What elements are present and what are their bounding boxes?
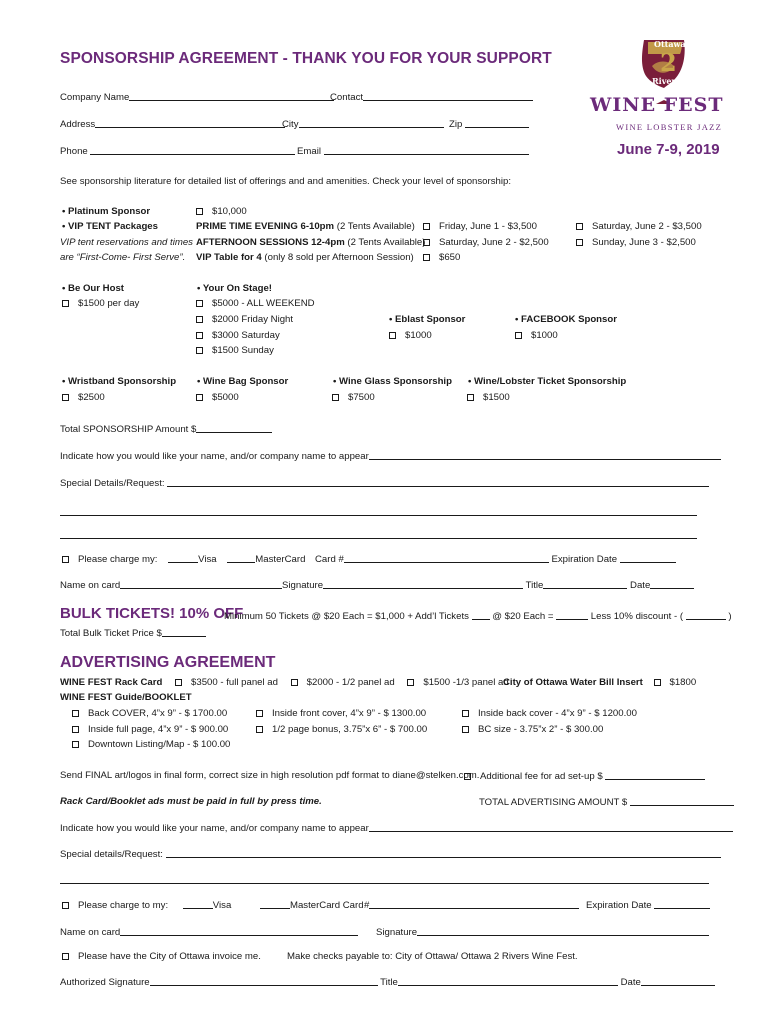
adv-special-field[interactable]	[166, 848, 721, 858]
guide-4-checkbox[interactable]	[256, 710, 263, 717]
addl-tickets-field[interactable]	[472, 610, 490, 620]
checkbox-sat-june2-b[interactable]	[576, 223, 583, 230]
vip-note-2: are “First-Come- First Serve”.	[60, 252, 186, 263]
checkbox-wineglass[interactable]	[332, 394, 339, 401]
bulk-total-row	[60, 627, 206, 640]
option-wristband: $2500	[62, 392, 105, 404]
title-field[interactable]	[543, 579, 627, 589]
checkbox-facebook[interactable]	[515, 332, 522, 339]
bulk-total-field[interactable]	[162, 627, 206, 637]
card-number-field[interactable]	[344, 553, 549, 563]
checkbox-650[interactable]	[423, 254, 430, 261]
mastercard-field[interactable]	[227, 553, 255, 563]
option-host: $1500 per day	[62, 298, 139, 310]
special-details-label: Special Details/Request:	[60, 478, 168, 489]
zip-label: Zip	[449, 119, 463, 130]
water-bill-row: City of Ottawa Water Bill Insert $1800	[503, 677, 697, 688]
option-stage-2: $2000 Friday Night	[196, 314, 293, 326]
send-art-text: Send FINAL art/logos in final form, correct size in high resolution pdf format to diane@stelken.com.	[60, 770, 480, 781]
company-name-row	[60, 91, 334, 104]
vip-tent-label: • VIP TENT Packages	[62, 221, 158, 232]
vip-table-line: VIP Table for 4 (only 8 sold per Afternoon Session)	[196, 252, 414, 263]
checks-payable-text: Make checks payable to: City of Ottawa/ Ottawa 2 Rivers Wine Fest.	[287, 951, 578, 962]
adv-name-card-row	[60, 926, 358, 939]
phone-field[interactable]	[90, 145, 295, 155]
rack-card-row: WINE FEST Rack Card $3500 - full panel ad $2000 - 1/2 panel ad $1500 -1/3 panel ad	[60, 677, 509, 688]
name-on-card-row	[60, 579, 282, 592]
setup-fee-row: Additional fee for ad set-up $	[464, 770, 705, 783]
invoice-checkbox[interactable]	[62, 953, 69, 960]
discount-field[interactable]	[686, 610, 726, 620]
adv-special-line-2[interactable]	[60, 883, 709, 884]
mastercard-label: MasterCard	[255, 554, 306, 565]
option-sun-june3: Sunday, June 3 - $2,500	[576, 237, 696, 249]
contact-label: Contact	[330, 92, 364, 103]
guide-option-2: Inside full page, 4”x 9” - $ 900.00	[72, 724, 228, 736]
total-sponsorship-label: Total SPONSORSHIP Amount $	[60, 424, 197, 435]
guide-option-7: BC size - 3.75”x 2” - $ 300.00	[462, 724, 603, 736]
address-row	[60, 118, 285, 131]
name-appear-label: Indicate how you would like your name, and/or company name to appear	[60, 451, 369, 462]
adv-charge-label: Please charge to my:	[78, 900, 169, 911]
stage-label: • Your On Stage!	[197, 283, 272, 294]
adv-signature-field[interactable]	[417, 926, 709, 936]
card-number-label: Card #	[315, 554, 344, 565]
rack-card-label: WINE FEST Rack Card	[60, 677, 163, 688]
adv-signature-row	[376, 926, 709, 939]
email-label: Email	[297, 146, 321, 157]
wristband-label: • Wristband Sponsorship	[62, 376, 177, 387]
checkbox-winebag[interactable]	[196, 394, 203, 401]
guide-6-checkbox[interactable]	[462, 710, 469, 717]
name-appear-row	[60, 450, 721, 463]
adv-exp-field[interactable]	[654, 899, 710, 909]
checkbox-eblast[interactable]	[389, 332, 396, 339]
page-title: SPONSORSHIP AGREEMENT - THANK YOU FOR YOUR SUPPORT	[60, 50, 552, 67]
adv-signature-label: Signature	[376, 927, 418, 938]
address-label: Address	[60, 119, 96, 130]
bulk-tickets-heading: BULK TICKETS! 10% OFF	[60, 605, 244, 622]
company-name-label: Company Name	[60, 92, 130, 103]
option-sat-june2-a: Saturday, June 2 - $2,500	[423, 237, 549, 249]
guide-7-checkbox[interactable]	[462, 726, 469, 733]
winebag-label: • Wine Bag Sponsor	[197, 376, 289, 387]
expiration-label: Expiration Date	[551, 554, 618, 565]
checkbox-sat-june2-a[interactable]	[423, 239, 430, 246]
adv-visa-field[interactable]	[183, 899, 213, 909]
expiration-field[interactable]	[620, 553, 676, 563]
option-stage-1: $5000 - ALL WEEKEND	[196, 298, 315, 310]
city-row	[282, 118, 444, 131]
checkbox-stage-4[interactable]	[196, 347, 203, 354]
rack-3-checkbox[interactable]	[407, 679, 414, 686]
adv-special-label: Special details/Request:	[60, 849, 166, 860]
contact-row	[330, 91, 533, 104]
adv-card-row	[364, 899, 710, 912]
option-eblast: $1000	[389, 330, 432, 342]
guide-option-3: Downtown Listing/Map - $ 100.00	[72, 739, 230, 751]
rack-1-checkbox[interactable]	[175, 679, 182, 686]
checkbox-host[interactable]	[62, 300, 69, 307]
wine-fest-logo	[590, 36, 736, 136]
total-sponsorship-field[interactable]	[196, 423, 272, 433]
phone-label: Phone	[60, 146, 88, 157]
rack-paid-note: Rack Card/Booklet ads must be paid in full by press time.	[60, 796, 322, 807]
logo-wine-fest: WINE FEST	[590, 94, 724, 116]
checkbox-stage-1[interactable]	[196, 300, 203, 307]
city-field[interactable]	[299, 118, 444, 128]
guide-5-checkbox[interactable]	[256, 726, 263, 733]
afternoon-line: AFTERNOON SESSIONS 12-4pm (2 Tents Available)	[196, 237, 426, 248]
host-label: • Be Our Host	[62, 283, 125, 294]
option-fri-june1: Friday, June 1 - $3,500	[423, 221, 537, 233]
adv-exp-label: Expiration Date	[586, 900, 652, 911]
adv-name-appear-field[interactable]	[369, 822, 733, 832]
date-field[interactable]	[650, 579, 694, 589]
visa-field[interactable]	[168, 553, 198, 563]
total-adv-row	[479, 796, 734, 809]
total-adv-field[interactable]	[630, 796, 734, 806]
checkbox-stage-2[interactable]	[196, 316, 203, 323]
addl-amount-field[interactable]	[556, 610, 588, 620]
auth-signature-label: Authorized Signature	[60, 977, 150, 988]
adv-visa-label: Visa	[212, 900, 232, 911]
charge-row	[62, 553, 305, 566]
date-label: Date	[630, 580, 651, 591]
contact-field[interactable]	[363, 91, 533, 101]
facebook-label: • FACEBOOK Sponsor	[515, 314, 617, 325]
guide-label: WINE FEST Guide/BOOKLET	[60, 692, 192, 703]
name-on-card-label: Name on card	[60, 580, 121, 591]
adv-special-row	[60, 848, 721, 861]
total-sponsorship-row	[60, 423, 272, 436]
special-details-line-3[interactable]	[60, 538, 697, 539]
special-details-field[interactable]	[167, 477, 709, 487]
setup-fee-checkbox[interactable]	[464, 773, 471, 780]
adv-card-hash: #	[364, 900, 370, 911]
option-ticket: $1500	[467, 392, 510, 404]
charge-checkbox[interactable]	[62, 556, 69, 563]
checkbox-fri-june1[interactable]	[423, 223, 430, 230]
auth-date-label: Date	[620, 977, 641, 988]
bulk-total-label: Total Bulk Ticket Price $	[60, 628, 162, 639]
guide-option-6: Inside back cover - 4”x 9” - $ 1200.00	[462, 708, 637, 720]
guide-option-1: Back COVER, 4”x 9” - $ 1700.00	[72, 708, 227, 720]
option-wineglass: $7500	[332, 392, 375, 404]
water-bill-label: City of Ottawa Water Bill Insert	[503, 677, 643, 688]
bulk-tickets-text: Minimum 50 Tickets @ $20 Each = $1,000 + Add’l Tickets @ $20 Each = Less 10% discount - ( )	[224, 611, 732, 622]
name-appear-field[interactable]	[369, 450, 721, 460]
signature-field[interactable]	[323, 579, 523, 589]
adv-name-appear-label: Indicate how you would like your name, and/or company name to appear	[60, 823, 369, 834]
vip-note-1: VIP tent reservations and times	[60, 237, 193, 248]
special-details-line-2[interactable]	[60, 515, 697, 516]
adv-name-card-label: Name on card	[60, 927, 121, 938]
city-label: City	[282, 119, 299, 130]
invoice-row: Please have the City of Ottawa invoice me.	[62, 951, 261, 963]
email-field[interactable]	[324, 145, 529, 155]
option-facebook: $1000	[515, 330, 558, 342]
logo-rivers-text: Rivers	[652, 76, 681, 86]
name-on-card-field[interactable]	[120, 579, 282, 589]
phone-row	[60, 145, 295, 158]
guide-option-5: 1/2 page bonus, 3.75”x 6” - $ 700.00	[256, 724, 427, 736]
platinum-sponsor-label: • Platinum Sponsor	[62, 206, 151, 217]
logo-number: 2	[660, 48, 677, 77]
prime-time-line: PRIME TIME EVENING 6-10pm (2 Tents Available)	[196, 221, 415, 232]
checkbox-wristband[interactable]	[62, 394, 69, 401]
guide-1-checkbox[interactable]	[72, 710, 79, 717]
intro-text: See sponsorship literature for detailed list of offerings and and amenities. Check your level of sponsorship:	[60, 176, 511, 187]
option-winebag: $5000	[196, 392, 239, 404]
signature-label: Signature	[282, 580, 324, 591]
address-field[interactable]	[95, 118, 285, 128]
adv-name-appear-row	[60, 822, 733, 835]
auth-date-field[interactable]	[641, 976, 715, 986]
auth-signature-field[interactable]	[150, 976, 378, 986]
title-label: Title	[525, 580, 544, 591]
event-date: June 7-9, 2019	[617, 141, 720, 158]
option-stage-3: $3000 Saturday	[196, 330, 280, 342]
checkbox-ticket[interactable]	[467, 394, 474, 401]
option-650: $650	[423, 252, 460, 264]
auth-signature-row	[60, 976, 715, 989]
option-10000: $10,000	[196, 206, 247, 218]
zip-field[interactable]	[465, 118, 529, 128]
charge-label: Please charge my:	[78, 554, 158, 565]
checkbox-10000[interactable]	[196, 208, 203, 215]
checkbox-stage-3[interactable]	[196, 332, 203, 339]
option-stage-4: $1500 Sunday	[196, 345, 274, 357]
ticket-sponsor-label: • Wine/Lobster Ticket Sponsorship	[468, 376, 627, 387]
adv-charge-row	[62, 899, 364, 912]
advertising-heading: ADVERTISING AGREEMENT	[60, 654, 276, 671]
guide-2-checkbox[interactable]	[72, 726, 79, 733]
checkbox-sun-june3[interactable]	[576, 239, 583, 246]
zip-row	[449, 118, 529, 131]
guide-option-4: Inside front cover, 4”x 9” - $ 1300.00	[256, 708, 426, 720]
adv-charge-checkbox[interactable]	[62, 902, 69, 909]
logo-ottawa-text: Ottawa	[654, 39, 686, 49]
adv-mastercard-label: MasterCard Card	[289, 900, 364, 911]
water-bill-checkbox[interactable]	[654, 679, 661, 686]
wineglass-label: • Wine Glass Sponsorship	[333, 376, 452, 387]
setup-fee-field[interactable]	[605, 770, 705, 780]
logo-tagline: WINE LOBSTER JAZZ	[616, 122, 723, 132]
rack-2-checkbox[interactable]	[291, 679, 298, 686]
signature-row	[282, 579, 694, 592]
auth-title-label: Title	[380, 977, 398, 988]
adv-card-field[interactable]	[369, 899, 579, 909]
total-adv-label: TOTAL ADVERTISING AMOUNT $	[479, 797, 628, 808]
auth-title-field[interactable]	[398, 976, 618, 986]
guide-3-checkbox[interactable]	[72, 741, 79, 748]
card-number-row	[315, 553, 676, 566]
adv-mastercard-field[interactable]	[260, 899, 290, 909]
email-row	[297, 145, 529, 158]
visa-label: Visa	[198, 554, 217, 565]
option-sat-june2-b: Saturday, June 2 - $3,500	[576, 221, 702, 233]
eblast-label: • Eblast Sponsor	[389, 314, 466, 325]
special-details-row	[60, 477, 709, 490]
company-name-field[interactable]	[129, 91, 334, 101]
adv-name-card-field[interactable]	[120, 926, 358, 936]
